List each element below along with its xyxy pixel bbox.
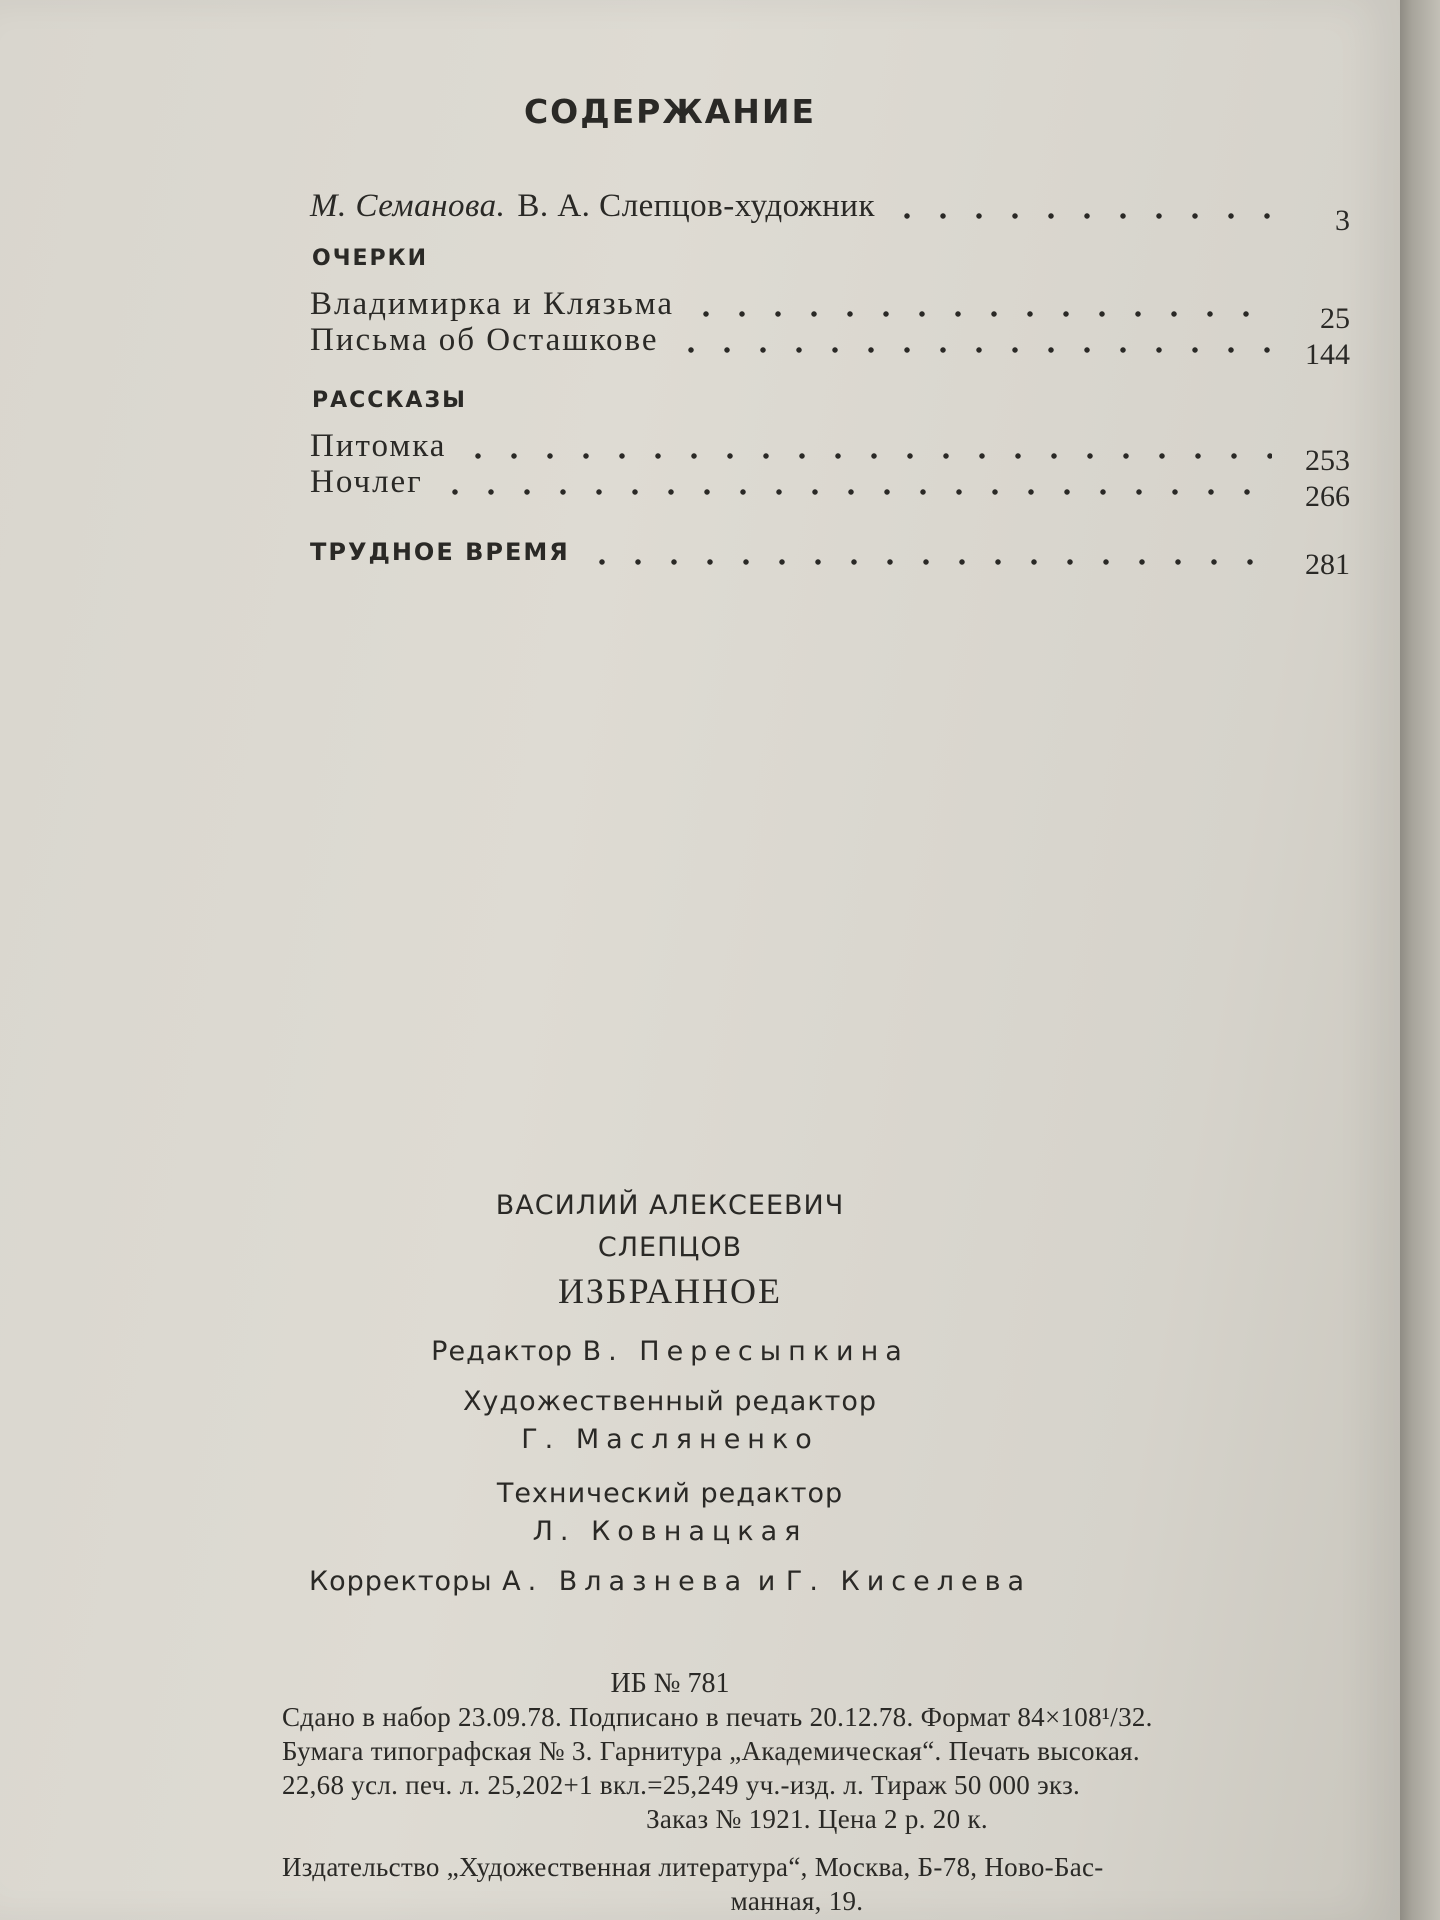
toc-entry-intro <box>310 188 1350 237</box>
ib-number: ИБ № 781 <box>610 1668 730 1699</box>
page-edge <box>1400 0 1440 1920</box>
print-line: Бумага типографская № 3. Гарнитура „Академическая“. Печать высокая. <box>282 1736 1140 1766</box>
editor-credit <box>0 1336 1390 1367</box>
book-title: ИЗБРАННОЕ <box>557 1271 783 1311</box>
print-line: Сдано в набор 23.09.78. Подписано в печать 20.12.78. Формат 84×108¹/32. <box>282 1702 1153 1732</box>
section-stories-heading: РАССКАЗЫ <box>312 388 467 413</box>
editor-name: В. Пересыпкина <box>582 1336 909 1367</box>
toc-entry-novel <box>310 534 1350 581</box>
toc-entry <box>310 428 1350 477</box>
toc-page-number: 281 <box>1305 548 1350 581</box>
dot-leader <box>673 345 1272 355</box>
dot-leader <box>584 557 1272 567</box>
proofreaders-credit <box>0 1566 1390 1597</box>
toc-page-number: 25 <box>1320 302 1350 335</box>
section-essays-heading: ОЧЕРКИ <box>312 246 429 271</box>
publisher-line: манная, 19. <box>730 1886 864 1916</box>
proof-label: Корректоры <box>308 1566 493 1597</box>
toc-entry-title: Питомка <box>310 428 447 464</box>
toc-page-number: 144 <box>1305 338 1350 371</box>
proof-name1: А. Влазнева <box>502 1566 749 1597</box>
dot-leader <box>688 309 1272 319</box>
tech-editor-name: Л. Ковнацкая <box>532 1516 808 1547</box>
toc-entry-title: ТРУДНОЕ ВРЕМЯ <box>310 538 570 566</box>
editor-label: Редактор <box>431 1336 573 1367</box>
print-line: 22,68 усл. печ. л. 25,202+1 вкл.=25,249 уч.-изд. л. Тираж 50 000 экз. <box>282 1770 1081 1800</box>
art-editor-name: Г. Масляненко <box>521 1424 819 1455</box>
contents-heading: СОДЕРЖАНИЕ <box>523 92 817 131</box>
art-editor-label: Художественный редактор <box>462 1386 878 1417</box>
toc-entry <box>310 322 1350 371</box>
toc-entry-title: Ночлег <box>310 464 423 500</box>
dot-leader <box>889 211 1272 221</box>
dot-leader <box>437 487 1272 497</box>
print-details <box>282 1700 1392 1918</box>
author-name-line2: СЛЕПЦОВ <box>597 1232 743 1263</box>
toc-entry-title: Письма об Осташкове <box>310 322 659 358</box>
author-name-line1: ВАСИЛИЙ АЛЕКСЕЕВИЧ <box>495 1190 845 1221</box>
toc-page-number: 266 <box>1305 480 1350 513</box>
proof-name2: Г. Киселева <box>785 1566 1032 1597</box>
toc-intro-title: В. А. Слепцов-художник <box>517 188 875 224</box>
toc-entry <box>310 286 1350 335</box>
toc-entry <box>310 464 1350 513</box>
publisher-line: Издательство „Художественная литература“, Москва, Б-78, Ново-Бас- <box>282 1852 1104 1882</box>
toc-intro-author: М. Семанова. <box>310 188 506 224</box>
proof-and: и <box>757 1566 777 1597</box>
print-line: Заказ № 1921. Цена 2 р. 20 к. <box>646 1804 988 1834</box>
dot-leader <box>460 451 1272 461</box>
tech-editor-label: Технический редактор <box>496 1478 844 1509</box>
toc-page-number: 3 <box>1335 204 1350 237</box>
toc-page-number: 253 <box>1305 444 1350 477</box>
toc-entry-title: Владимирка и Клязьма <box>310 286 675 322</box>
